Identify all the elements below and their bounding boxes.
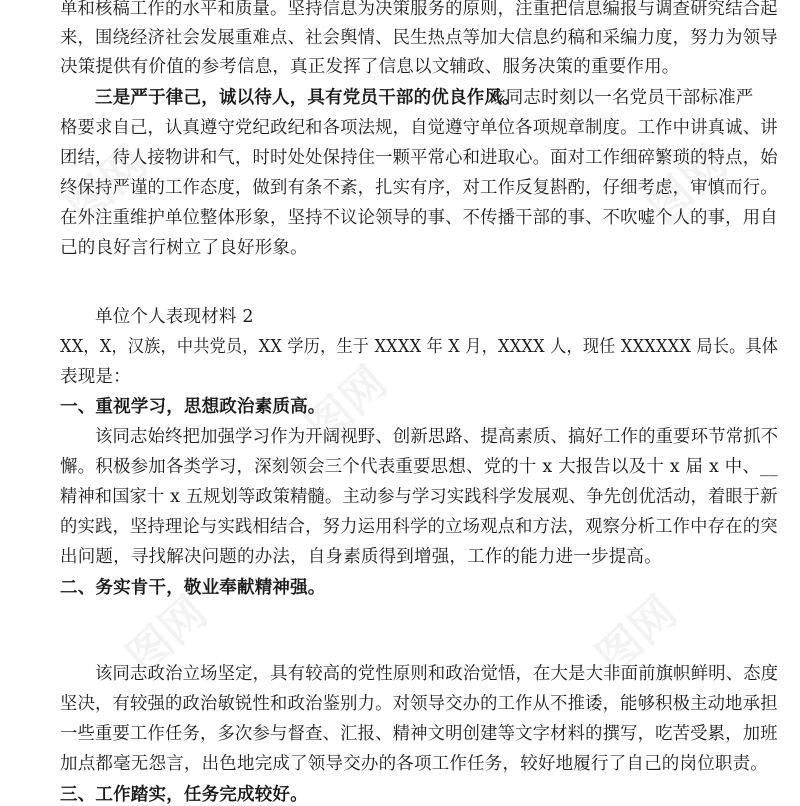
paragraph-line: 该同志时刻以一名党员干部标准严 (488, 88, 754, 108)
watermark: 图网 (297, 356, 397, 454)
paragraph-line: XX，X，汉族，中共党员，XX 学历，生于 XXXX 年 X 月，XXXX 人，现任 XXXXXX 局长。具体 (60, 337, 779, 357)
paragraph-line: 格要求自己，认真遵守党纪政纪和各项法规，自觉遵守单位各项规章制度。工作中讲真诚、讲 (60, 118, 778, 138)
paragraph-line: 单和核稿工作的水平和质量。坚持信息为决策服务的原则，注重把信息编报与调查研究结合起 (60, 0, 778, 19)
paragraph-line: 团结，待人接物讲和气，时时处处保持住一颗平常心和进取心。面对工作细碎繁琐的特点，始 (60, 148, 778, 168)
section-heading-3: 三、工作踏实，任务完成较好。 (60, 785, 308, 805)
paragraph-line: 的实践，坚持理论与实践相结合，努力运用科学的立场观点和方法，观察分析工作中存在的突 (60, 517, 778, 537)
paragraph-line: 加点都毫无怨言，出色地完成了领导交办的各项工作任务，较好地履行了自己的岗位职责。 (60, 754, 768, 774)
watermark: 图网 (587, 586, 687, 684)
paragraph-line: 己的良好言行树立了良好形象。 (60, 238, 308, 258)
paragraph-line: 该同志政治立场坚定，具有较高的党性原则和政治觉悟，在大是大非面前旗帜鲜明、态度 (95, 664, 779, 684)
section-heading-3: 三是严于律己，诚以待人，具有党员干部的优良作风。 (95, 88, 520, 108)
paragraph-line: 在外注重维护单位整体形象，坚持不议论领导的事、不传播干部的事、不吹嘘个人的事，用自 (60, 208, 778, 228)
section-heading-2: 二、务实肯干，敬业奉献精神强。 (60, 578, 326, 598)
watermark: 图网 (637, 136, 737, 234)
paragraph-line: 出问题，寻找解决问题的办法，自身素质得到增强，工作的能力进一步提高。 (60, 547, 662, 567)
paragraph-line: 精神和国家十 x 五规划等政策精髓。主动参与学习实践科学发展观、争先创优活动，着眼于新 (60, 487, 778, 507)
paragraph-line: 终保持严谨的工作态度，做到有条不紊，扎实有序，对工作反复斟酌，仔细考虑，审慎而行。 (60, 178, 778, 198)
paragraph-line: 懈。积极参加各类学习，深刻领会三个代表重要思想、党的十 x 大报告以及十 x 届 x 中、__ (60, 457, 778, 477)
paragraph-line: 表现是： (60, 367, 131, 387)
paragraph-line: 该同志始终把加强学习作为开阔视野、创新思路、提高素质、搞好工作的重要环节常抓不 (95, 427, 779, 447)
watermark: 图网 (57, 136, 157, 234)
paragraph-line: 一些重要工作任务，多次参与督查、汇报、精神文明创建等文字材料的撰写，吃苦受累，加班 (60, 724, 778, 744)
paragraph-line: 来，围绕经济社会发展重难点、社会舆情、民生热点等加大信息约稿和采编力度，努力为领导 (60, 28, 778, 48)
watermark: 图网 (117, 586, 217, 684)
document-title: 单位个人表现材料 2 (95, 307, 254, 327)
paragraph-line: 坚决，有较强的政治敏锐性和政治鉴别力。对领导交办的工作从不推诿，能够积极主动地承担 (60, 694, 778, 714)
section-heading-1: 一、重视学习，思想政治素质高。 (60, 397, 326, 417)
paragraph-line: 决策提供有价值的参考信息，真正发挥了信息以文辅政、服务决策的重要作用。 (60, 57, 680, 77)
